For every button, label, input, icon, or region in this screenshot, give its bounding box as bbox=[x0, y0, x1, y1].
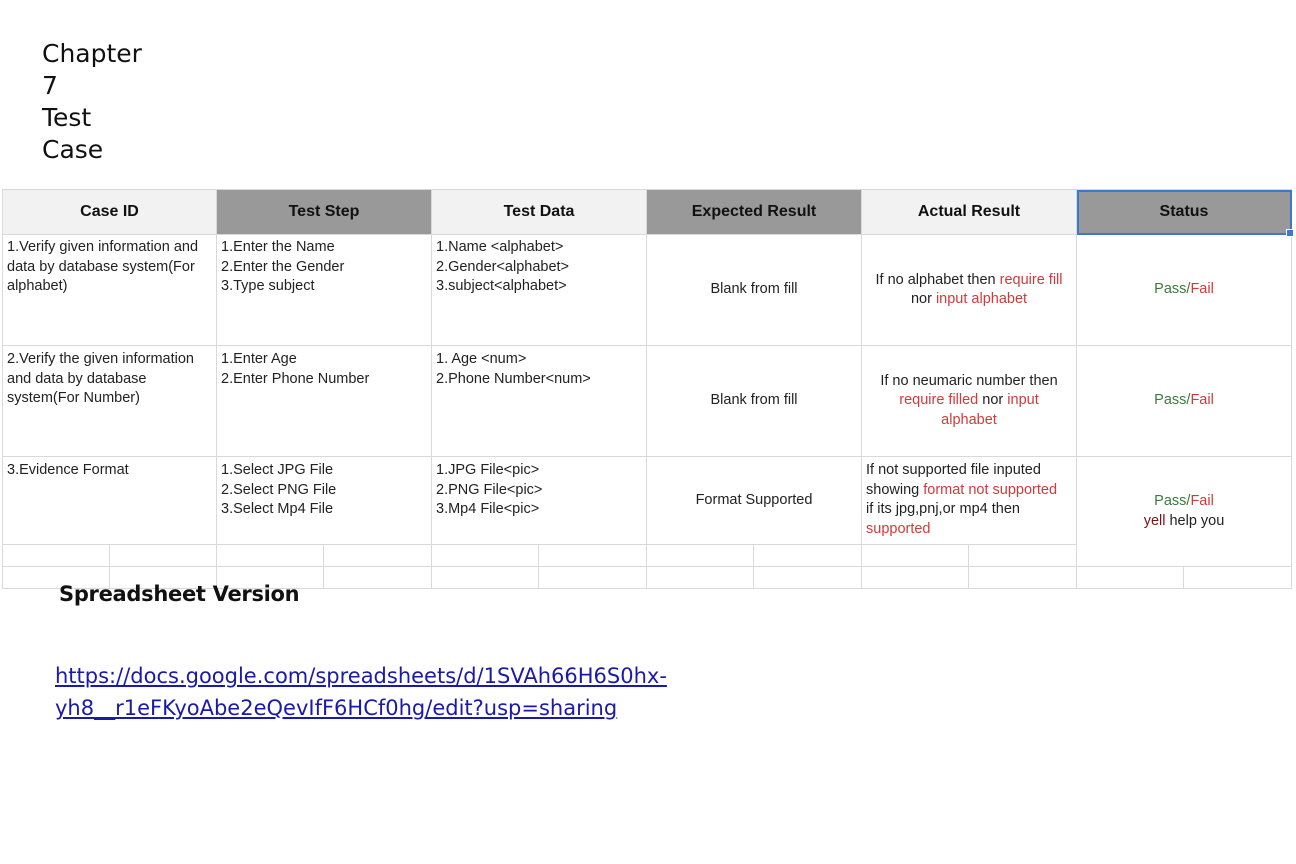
status-line bbox=[1077, 492, 1291, 512]
header-status-label: Status bbox=[1159, 203, 1209, 221]
empty-cell[interactable] bbox=[862, 545, 969, 567]
empty-cell[interactable] bbox=[647, 567, 754, 589]
actual-highlight: input alphabet bbox=[935, 291, 1028, 307]
case-id-line: data by database system(For bbox=[7, 258, 195, 275]
test-data-line: 2.Phone Number<num> bbox=[436, 370, 591, 387]
test-step-line: 1.Select JPG File bbox=[221, 462, 334, 478]
cell-actual-result[interactable] bbox=[862, 346, 1077, 457]
actual-line bbox=[866, 481, 1072, 501]
empty-cell[interactable] bbox=[969, 545, 1077, 567]
fill-handle[interactable] bbox=[1286, 229, 1294, 237]
title-line: 7 bbox=[42, 71, 58, 100]
cell-test-step[interactable] bbox=[217, 346, 432, 457]
table-row bbox=[3, 457, 1292, 545]
spreadsheet-version-heading: Spreadsheet Version bbox=[59, 582, 300, 606]
actual-text: nor bbox=[978, 392, 1008, 409]
actual-text: nor bbox=[910, 291, 936, 307]
test-data-line: 2.Gender<alphabet> bbox=[436, 258, 570, 275]
case-id-line: alphabet) bbox=[7, 278, 68, 294]
slide-title bbox=[42, 38, 182, 166]
empty-cell[interactable] bbox=[539, 545, 647, 567]
title-line: Test bbox=[42, 103, 92, 132]
empty-cell[interactable] bbox=[324, 545, 432, 567]
empty-cell[interactable] bbox=[647, 545, 754, 567]
actual-text: If no alphabet then bbox=[875, 271, 1000, 288]
empty-cell[interactable] bbox=[432, 567, 539, 589]
empty-cell[interactable] bbox=[969, 567, 1077, 589]
actual-highlight: require filled bbox=[899, 392, 979, 409]
status-fail: Fail bbox=[1190, 392, 1214, 409]
table-row bbox=[3, 346, 1292, 457]
status-pass: Pass bbox=[1154, 493, 1187, 509]
title-line: Chapter bbox=[42, 39, 142, 68]
empty-cell[interactable] bbox=[217, 545, 324, 567]
status-pass: Pass bbox=[1154, 392, 1187, 409]
link-line[interactable]: https://docs.google.com/spreadsheets/d/1SVAh66H6S0hx- bbox=[55, 664, 667, 688]
cell-status[interactable] bbox=[1077, 457, 1292, 567]
cell-case-id[interactable] bbox=[3, 235, 217, 346]
cell-expected-result[interactable]: Blank from fill bbox=[647, 235, 862, 346]
cell-test-data[interactable] bbox=[432, 346, 647, 457]
title-line: Case bbox=[42, 135, 104, 164]
test-data-line: 1. Age <num> bbox=[436, 351, 527, 367]
header-row bbox=[3, 190, 1292, 235]
empty-cell[interactable] bbox=[1184, 567, 1292, 589]
empty-cell[interactable] bbox=[110, 545, 217, 567]
test-data-line: 1.Name <alphabet> bbox=[436, 239, 564, 255]
empty-cell[interactable] bbox=[539, 567, 647, 589]
actual-line: if its jpg,pnj,or mp4 then bbox=[866, 501, 1020, 517]
status-fail: Fail bbox=[1190, 281, 1214, 298]
test-step-line: 2.Enter Phone Number bbox=[221, 370, 370, 387]
actual-highlight: require fill bbox=[999, 271, 1063, 288]
actual-line: supported bbox=[866, 520, 931, 537]
cell-test-data[interactable] bbox=[432, 457, 647, 545]
status-pass: Pass bbox=[1154, 281, 1187, 298]
cell-expected-result[interactable]: Blank from fill bbox=[647, 346, 862, 457]
test-step-line: 3.Type subject bbox=[221, 278, 315, 294]
header-expected-result[interactable]: Expected Result bbox=[647, 190, 862, 235]
cell-actual-result[interactable] bbox=[862, 235, 1077, 346]
status-separator: / bbox=[1186, 392, 1191, 409]
empty-cell[interactable] bbox=[3, 545, 110, 567]
header-status-selected[interactable] bbox=[1077, 190, 1292, 235]
actual-line bbox=[862, 391, 1076, 411]
cell-case-id[interactable] bbox=[3, 457, 217, 545]
empty-cell[interactable] bbox=[432, 545, 539, 567]
cell-expected-result[interactable]: Format Supported bbox=[647, 457, 862, 545]
status-note bbox=[1077, 512, 1291, 532]
test-case-table bbox=[2, 189, 1292, 589]
cell-status[interactable] bbox=[1077, 235, 1292, 346]
empty-cell[interactable] bbox=[862, 567, 969, 589]
empty-cell[interactable] bbox=[754, 567, 862, 589]
actual-line bbox=[862, 290, 1076, 310]
test-data-line: 3.Mp4 File<pic> bbox=[436, 501, 540, 517]
cell-actual-result[interactable] bbox=[862, 457, 1077, 545]
actual-highlight: format not supported bbox=[923, 481, 1058, 498]
test-data-line: 3.subject<alphabet> bbox=[436, 278, 567, 294]
actual-highlight: input bbox=[1007, 392, 1039, 409]
test-step-line: 1.Enter the Name bbox=[221, 239, 335, 255]
empty-cell[interactable] bbox=[754, 545, 862, 567]
table-row bbox=[3, 235, 1292, 346]
status-note-text: help you bbox=[1165, 512, 1225, 529]
case-id-line: 1.Verify given information and bbox=[7, 239, 199, 255]
test-step-line: 1.Enter Age bbox=[221, 351, 297, 367]
header-actual-result[interactable]: Actual Result bbox=[862, 190, 1077, 235]
cell-test-step[interactable] bbox=[217, 235, 432, 346]
header-test-step[interactable]: Test Step bbox=[217, 190, 432, 235]
actual-line: If not supported file inputed bbox=[866, 462, 1041, 478]
test-data-line: 2.PNG File<pic> bbox=[436, 481, 543, 498]
cell-status[interactable] bbox=[1077, 346, 1292, 457]
empty-cell[interactable] bbox=[324, 567, 432, 589]
cell-test-step[interactable] bbox=[217, 457, 432, 545]
cell-case-id[interactable] bbox=[3, 346, 217, 457]
empty-cell[interactable] bbox=[1077, 567, 1184, 589]
status-separator: / bbox=[1186, 281, 1191, 298]
header-case-id[interactable]: Case ID bbox=[3, 190, 217, 235]
case-id-line: 2.Verify the given information bbox=[7, 351, 194, 367]
test-step-line: 2.Select PNG File bbox=[221, 481, 337, 498]
spreadsheet-link[interactable] bbox=[55, 660, 755, 724]
test-step-line: 2.Enter the Gender bbox=[221, 258, 345, 275]
actual-line: alphabet bbox=[941, 411, 997, 428]
status-separator: / bbox=[1186, 493, 1191, 509]
cell-test-data[interactable] bbox=[432, 235, 647, 346]
link-line[interactable]: yh8__r1eFKyoAbe2eQevIfF6HCf0hg/edit?usp=sharing bbox=[55, 696, 618, 720]
header-test-data[interactable]: Test Data bbox=[432, 190, 647, 235]
status-note-highlight: yell bbox=[1143, 512, 1166, 529]
test-step-line: 3.Select Mp4 File bbox=[221, 501, 334, 517]
actual-text: showing bbox=[866, 481, 924, 498]
actual-line: If no neumaric number then bbox=[880, 372, 1058, 389]
case-id-line: and data by database bbox=[7, 370, 147, 387]
case-id-line: system(For Number) bbox=[7, 390, 140, 406]
actual-line bbox=[862, 271, 1076, 291]
case-id-line: 3.Evidence Format bbox=[7, 462, 129, 478]
status-fail: Fail bbox=[1190, 493, 1214, 509]
test-data-line: 1.JPG File<pic> bbox=[436, 462, 540, 478]
